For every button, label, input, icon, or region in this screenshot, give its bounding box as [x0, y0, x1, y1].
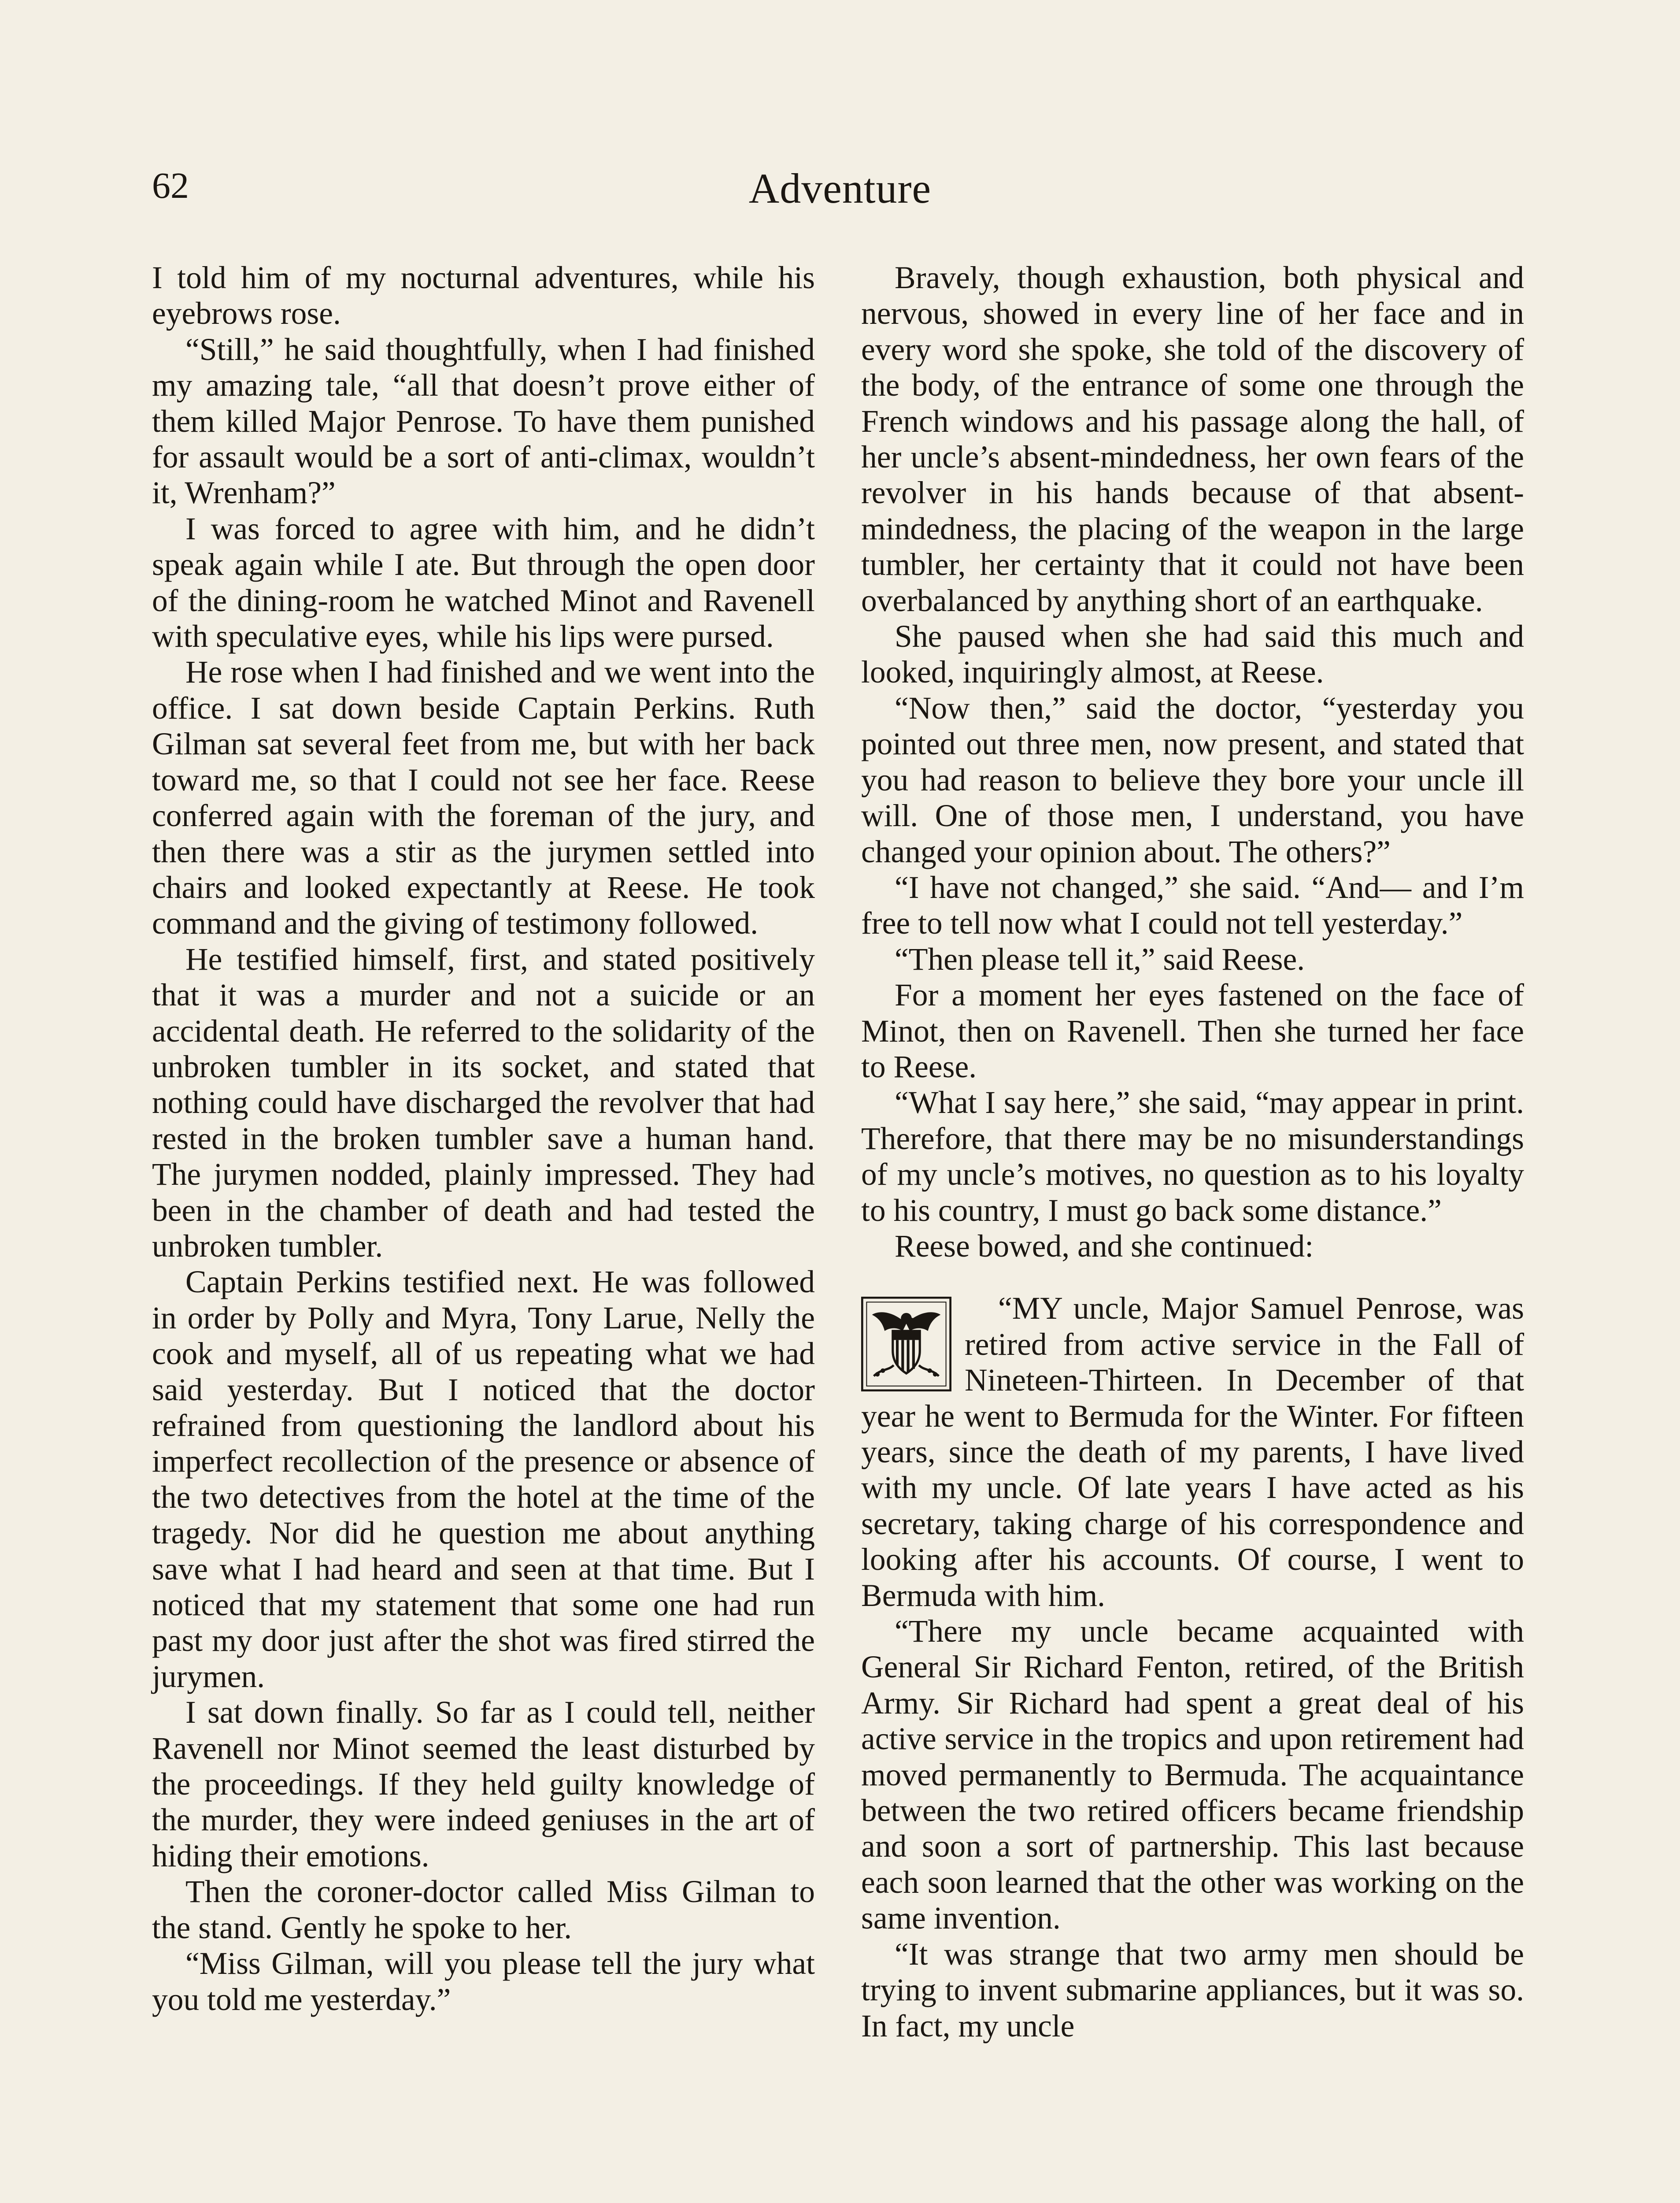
paragraph: I told him of my nocturnal adventures, while his eyebrows rose. [152, 260, 815, 331]
paragraph: Reese bowed, and she continued: [895, 1228, 1314, 1264]
paragraph: Then the coroner-doctor called Miss Gilman to the stand. Gently he spoke to her. [152, 1874, 815, 1945]
paragraph: “It was strange that two army men should be trying to invent submarine appliances, but it was so. In fact, my uncle [861, 1936, 1524, 2044]
running-head-title: Adventure [748, 165, 932, 212]
paragraph: “MY uncle, Major Samuel Penrose, was retired from active service in the Fall of Nineteen-Thirteen. In December of that year he went to Bermuda for the Winter. For fifteen years, since the death of my parents, I have lived with my uncle. Of late years I have acted as his secretary, taking charge of his correspondence and looking after his accounts. Of course, I went to Bermuda with him. [861, 1291, 1524, 1613]
paragraph: “Still,” he said thoughtfully, when I had finished my amazing tale, “all that doesn’t prove either of them killed Major Penrose. To have them punished for assault would be a sort of anti-climax, wouldn’t it, Wrenham?” [152, 332, 815, 511]
paragraph: Captain Perkins testified next. He was followed in order by Polly and Myra, Tony Larue, Nelly the cook and myself, all of us repeating what we had said yesterday. But I noticed that the doctor refrained from questioning the landlord about his imperfect recollection of the presence or absence of the two detectives from the hotel at the time of the tragedy. Nor did he question me about anything save what I had heard and seen at that time. But I noticed that my statement that some one had run past my door just after the shot was fired stirred the jurymen. [152, 1265, 815, 1694]
paragraph: He rose when I had finished and we went into the office. I sat down beside Captain Perkins. Ruth Gilman sat several feet from me, but with her back toward me, so that I could not see her face. Reese conferred again with the foreman of the jury, and then there was a stir as the jurymen settled into chairs and looked expectantly at Reese. He took command and the giving of testimony followed. [152, 655, 815, 941]
paragraph: For a moment her eyes fastened on the face of Minot, then on Ravenell. Then she turned her face to Reese. [861, 978, 1524, 1084]
paragraph: “Now then,” said the doctor, “yesterday you pointed out three men, now present, and stated that you had reason to believe they bore your uncle ill will. One of those men, I understand, you have changed your opinion about. The others?” [861, 690, 1524, 869]
paragraph: “What I say here,” she said, “may appear in print. Therefore, that there may be no misunderstandings of my uncle’s motives, no question as to his loyalty to his country, I must go back some distance.” [861, 1085, 1524, 1228]
paragraph: “I have not changed,” she said. “And— and I’m free to tell now what I could not tell yesterday.” [861, 870, 1524, 941]
left-column [152, 260, 815, 2018]
eagle-shield-icon [861, 1297, 951, 1391]
right-column [861, 260, 1524, 2044]
page-number: 62 [152, 165, 189, 206]
paragraph: I was forced to agree with him, and he didn’t speak again while I ate. But through the open door of the dining-room he watched Minot and Ravenell with speculative eyes, while his lips were pursed. [152, 511, 815, 654]
paragraph: “Then please tell it,” said Reese. [895, 942, 1305, 977]
paragraph: Bravely, though exhaustion, both physical and nervous, showed in every line of her face and in every word she spoke, she told of the discovery of the body, of the entrance of some one through the French windows and his passage along the hall, of her uncle’s absent-mindedness, her own fears of the revolver in his hands because of that absent-mindedness, the placing of the weapon in the large tumbler, her certainty that it could not have been overbalanced by anything short of an earthquake. [861, 260, 1524, 618]
paragraph: She paused when she had said this much and looked, inquiringly almost, at Reese. [861, 619, 1524, 690]
paragraph: “There my uncle became acquainted with General Sir Richard Fenton, retired, of the British Army. Sir Richard had spent a great deal of his active service in the tropics and upon retirement had moved permanently to Bermuda. The acquaintance between the two retired officers became friendship and soon a sort of partnership. This last because each soon learned that the other was working on the same invention. [861, 1614, 1524, 1936]
paragraph: He testified himself, first, and stated positively that it was a murder and not a suicide or an accidental death. He referred to the solidarity of the unbroken tumbler in its socket, and stated that nothing could have discharged the revolver that had rested in the broken tumbler save a human hand. The jurymen nodded, plainly impressed. They had been in the chamber of death and had tested the unbroken tumbler. [152, 942, 815, 1264]
paragraph: “Miss Gilman, will you please tell the jury what you told me yesterday.” [152, 1946, 815, 2017]
paragraph: I sat down finally. So far as I could tell, neither Ravenell nor Minot seemed the least disturbed by the proceedings. If they held guilty knowledge of the murder, they were indeed geniuses in the art of hiding their emotions. [152, 1695, 815, 1873]
